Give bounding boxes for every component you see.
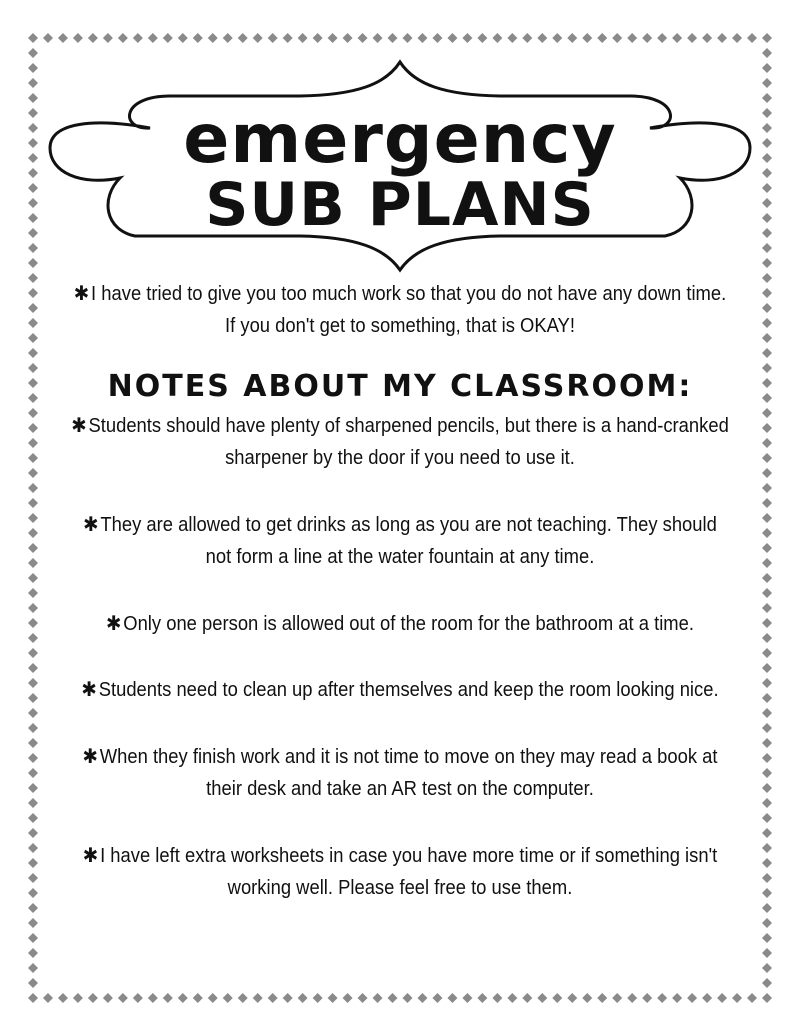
note-line-1: Only one person is allowed out of the room for the bathroom at a time.: [123, 613, 694, 635]
star-bullet-icon: ✱: [82, 845, 99, 867]
star-bullet-icon: ✱: [81, 679, 97, 701]
title-sub-plans: SUB PLANS: [205, 170, 595, 240]
note-item: [69, 674, 731, 706]
intro-line-1: I have tried to give you too much work so that you do not have any down time.: [91, 283, 727, 305]
note-line-1: I have left extra worksheets in case you have more time or if something isn't: [100, 845, 718, 867]
star-bullet-icon: ✱: [83, 514, 99, 536]
notes-heading: NOTES ABOUT MY CLASSROOM:: [107, 369, 693, 404]
intro-line-2: If you don't get to something, that is OKAY!: [225, 315, 575, 337]
note-item: [69, 741, 731, 805]
note-line-2: not form a line at the water fountain at any time.: [205, 546, 595, 568]
note-item: [69, 840, 731, 904]
note-line-2: sharpener by the door if you need to use it.: [225, 447, 575, 469]
note-item: [69, 410, 731, 474]
note-line-2: their desk and take an AR test on the computer.: [206, 778, 594, 800]
note-item: [69, 608, 731, 640]
note-line-2: working well. Please feel free to use them.: [227, 877, 573, 899]
star-bullet-icon: ✱: [73, 283, 90, 305]
note-line-1: They are allowed to get drinks as long as you are not teaching. They should: [100, 514, 717, 536]
star-bullet-icon: ✱: [106, 613, 122, 635]
star-bullet-icon: ✱: [71, 415, 87, 437]
note-line-1: Students need to clean up after themselves and keep the room looking nice.: [98, 679, 719, 701]
star-bullet-icon: ✱: [82, 746, 98, 768]
note-item: [69, 509, 731, 573]
intro-paragraph: [69, 278, 731, 342]
note-line-1: Students should have plenty of sharpened pencils, but there is a hand-cranked: [88, 415, 729, 437]
title-emergency: emergency: [183, 100, 617, 179]
note-line-1: When they finish work and it is not time to move on they may read a book at: [99, 746, 718, 768]
